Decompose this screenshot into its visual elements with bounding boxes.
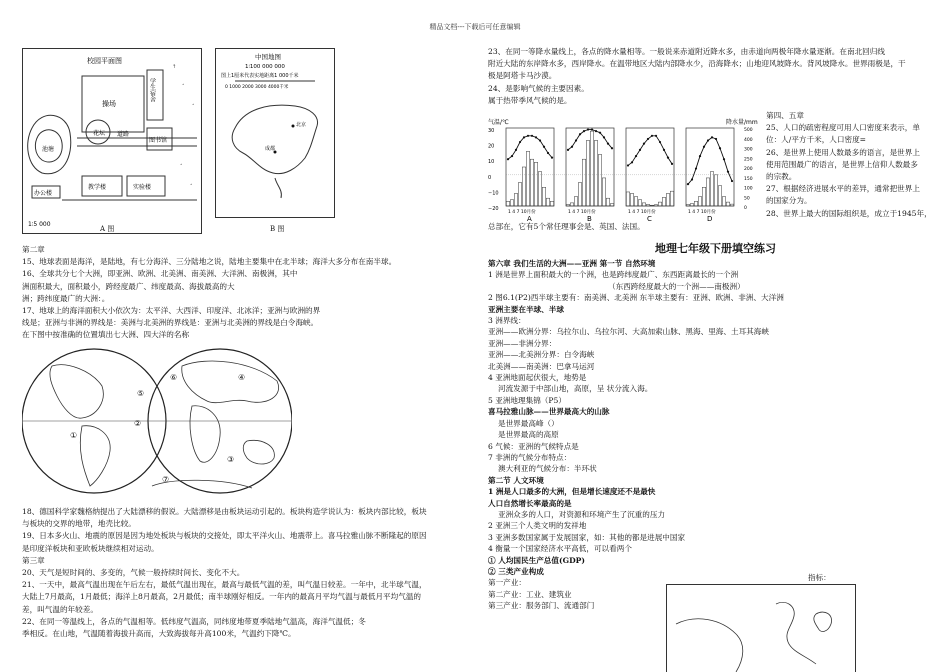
chart-label: A [527,215,532,223]
precip-bar [518,183,521,206]
world-map-number: ③ [227,455,235,464]
precip-bar [654,205,657,206]
chapter-3: 第三章 [22,555,45,565]
precip-tick: 150 [744,176,753,182]
q16-line3: 洲；跨纬度最广的大洲：。 [22,293,110,303]
temp-tick: −10 [488,190,499,197]
q21-line2: 大陆上7月最高，1月最低；海洋上8月最高，2月最低；南半球刚好相反。一年内的最高月平均气温与最低月平均气温的 [22,592,422,602]
s11: 4 亚洲地面起伏很大，地势是 [488,373,587,383]
s26: 4 衡量一个国家经济水平高低，可以看两个 [488,544,632,554]
svg-text:˄: ˄ [192,104,195,110]
svg-text:0 1000 2000 3000 4000千米: 0 1000 2000 3000 4000千米 [225,85,289,90]
temp-point [663,149,665,151]
temp-point [647,138,649,140]
china-map-caption: B 图 [270,225,285,233]
precip-bar [538,172,541,206]
precip-tick: 200 [744,167,753,172]
precip-bar [594,140,597,206]
temp-point [715,138,717,140]
precip-bar [530,159,533,206]
precip-bar [706,178,709,206]
chart-label: B [587,215,592,223]
temp-point [515,149,517,151]
precip-bar [602,178,605,206]
temp-line [568,130,612,150]
q26-line1: 26、是世界上使用人数最多的语言，是世界上 [766,147,920,157]
precip-bar [550,201,553,206]
precip-bar [670,191,673,206]
q18-line2: 与板块的交界的地带，地壳比较。 [22,519,136,529]
temp-line [628,136,672,166]
precip-bar [510,200,513,206]
precip-tick: 400 [744,137,753,143]
temp-point [723,158,725,160]
s29: 第一产业： [488,578,526,588]
chart-label: D [707,215,713,223]
chapter-2: 第二章 [22,245,45,254]
temp-point [711,136,713,138]
temp-tick: 20 [488,143,495,150]
precip-bar [542,187,545,206]
precip-bar [570,203,573,206]
precip-tick: 300 [744,147,753,153]
temp-point [599,132,601,134]
temp-point [719,147,721,149]
svg-text:中国地图: 中国地图 [255,53,281,61]
svg-text:↑: ↑ [172,64,177,70]
precip-tick: 100 [744,186,753,192]
q16-line1: 16、全球共分七个大洲，即亚洲、欧洲、北美洲、南美洲、大洋洲、南极洲，其中 [22,269,298,279]
campus-label: 图书馆 [149,137,168,144]
s15: 是世界最高峰（） [498,418,559,428]
month-label: 1 4 7 10月份 [508,210,536,215]
s7: 亚洲——欧洲分界：乌拉尔山、乌拉尔河、大高加索山脉、黑海、里海、土耳其海峡 [488,327,769,337]
precip-bar [626,192,629,206]
precip-bar [710,172,713,206]
temp-point [591,128,593,130]
temp-point [691,178,693,180]
indicator-label: 指标： [808,573,831,582]
temp-point [699,155,701,157]
temp-point [583,130,585,132]
asia-map-fragment [666,584,856,672]
q26-line2: 使用范围最广的语言，是世界上信仰人数最多 [766,159,918,169]
precip-bar [718,186,721,206]
temp-line [688,137,732,184]
precip-tick: 0 [744,206,747,211]
world-map-number: ⑥ [170,373,178,382]
campus-label: 道路 [117,131,130,138]
precip-tick: 500 [744,128,753,133]
right-column-mid [488,221,943,233]
precip-bar [662,197,665,206]
campus-map-caption: A 图 [100,225,115,233]
q27-line2: 的国家分为。 [766,196,812,206]
ylabel-left: 气温/℃ [488,119,509,126]
precip-bar [598,155,601,206]
precip-bar [578,183,581,206]
campus-label: 池塘 [42,146,55,153]
s16: 是世界最高的高原 [498,430,559,440]
q23-line3: 极是阿塔卡马沙漠。 [488,71,557,81]
world-map-number: ④ [238,373,246,382]
temp-point [571,146,573,148]
s22: 人口自然增长率最高的是 [488,498,572,508]
precip-bar [714,175,717,206]
q28: 28、世界上最大的国际组织是，成立于1945年， [766,208,932,218]
s2: 1 洲是世界上面积最大的一个洲，也是跨纬度最广、东西距离最长的一个洲 [488,270,739,280]
s14: 喜马拉雅山脉——世界最高大的山脉 [488,407,610,417]
temp-tick: −20 [488,206,499,212]
campus-label: 办公楼 [34,190,53,197]
q20: 20、天气是短时间的、多变的，气候一般持续时间长、变化不大。 [22,568,245,578]
campus-label: 教学楼 [88,184,107,191]
q25-line1: 25、人口的疏密程度可用人口密度来表示，单 [766,123,920,133]
campus-label: 学生宿舍 [148,78,156,102]
precip-bar [506,201,509,206]
precip-bar [666,194,669,206]
s31: 第三产业：服务部门、流通部门 [488,601,595,611]
month-label: 1 4 7 10月份 [688,210,716,215]
temp-point [587,128,589,130]
temp-point [543,146,545,148]
svg-text:成都: 成都 [265,146,276,152]
svg-text:1∶100 000 000: 1∶100 000 000 [245,64,285,70]
q15: 15、地球表面是海洋，是陆地，有七分海洋、三分陆地之说，陆地主要集中在北半球；海洋大多分布在南半球。 [22,257,397,267]
q17-line1: 17、地球上的海洋面积大小依次为：太平洋、大西洋、印度洋、北冰洋；亚洲与欧洲的界 [22,306,321,316]
temp-point [507,158,509,160]
s23: 亚洲众多的人口，对资源和环境产生了沉重的压力 [498,509,666,519]
campus-map [22,48,202,234]
temp-point [531,135,533,137]
temp-point [639,149,641,151]
q22-line2: 季相反。在山地，气温随着海拔升高而，大致海拔每升高100米，气温约下降℃。 [22,629,296,639]
campus-label: 操场 [102,100,116,108]
svg-text:北京: 北京 [296,122,307,128]
precip-tick: 250 [744,157,753,163]
s21: 1 洲是人口最多的大洲，但是增长速度还不是最快 [488,487,656,497]
precip-bar [522,167,525,206]
precip-bar [610,204,613,206]
temp-point [547,152,549,154]
s1: 第六章 我们生活的大洲——亚洲 第一节 自然环境 [488,259,656,268]
chapter-4-5: 第四、五章 [766,111,804,120]
temp-point [595,130,597,132]
precip-bar [630,194,633,206]
temp-point [611,147,613,149]
section-title: 地理七年级下册填空练习 [655,242,776,255]
temp-point [603,136,605,138]
q19-line2: 是印度洋板块和亚欧板块继续相对运动。 [22,543,159,553]
world-map-number: ⑦ [162,475,170,484]
campus-label: 花坛 [93,130,106,137]
precip-bar [650,205,653,206]
right-column-top [488,46,943,107]
precip-bar [726,202,729,206]
temp-line [508,136,552,159]
q23-line2: 附近大陆的东岸降水多，西岸降水。在温带地区大陆内部降水少，沿海降水；山地迎风坡降水。背风坡降水。世界雨极是，干 [488,59,906,69]
precip-bar [634,197,637,206]
s18: 7 非洲的气候分布特点： [488,452,572,462]
precip-bar [534,162,537,206]
s9: 亚洲——北美洲分界：白令海峡 [488,350,595,360]
q18-line1: 18、德国科学家魏格纳提出了大陆漂移的假说。大陆漂移是由板块运动引起的。板块构造学说认为：板块内部比较，板块 [22,507,427,516]
precip-bar [686,204,689,206]
precip-bar [586,140,589,206]
q21-line3: 差，叫气温的年较差。 [22,604,98,614]
s17: 6 气候：亚洲的气候特点是 [488,441,579,451]
temp-point [575,139,577,141]
temp-point [527,135,529,137]
chart-frame [566,128,614,206]
q23-line1: 23、在同一等降水量线上，各点的降水量相等。一般说来赤道附近降水多，由赤道向两极年降水量逐渐。在南北回归线 [488,47,885,56]
s4: 2 图6.1(P2)西半球主要有：南美洲、北美洲 东半球主要有：亚洲、欧洲、非洲、大洋洲 [488,293,784,303]
precip-bar [690,204,693,206]
precip-bar [702,187,705,206]
precip-bar [658,202,661,206]
temp-tick: 30 [488,128,495,134]
left-column-lower [22,506,482,640]
temp-point [655,135,657,137]
temp-point [579,133,581,135]
s25: 3 亚洲多数国家属于发展国家，如：其他的都是进展中国家 [488,532,686,542]
ylabel-right: 降水量/mm [726,119,758,126]
temp-point [523,136,525,138]
right-column-bottom [488,258,943,612]
month-label: 1 4 7 10月份 [568,210,596,215]
s13: 5 亚洲地理集锦（P5） [488,395,566,405]
chart-frame [626,128,674,206]
temp-tick: 10 [488,159,495,166]
s6: 3 洲界线： [488,316,526,326]
precip-bar [526,151,529,206]
precip-tick: 50 [744,196,750,202]
q24-line1: 24、是影响气候的主要因素。 [488,83,589,93]
q16-line2: 洲面积最大，面积最小，跨经度最广、纬度最高、海拔最高的大 [22,281,235,291]
s19: 澳大利亚的气候分布：半环状 [498,464,597,474]
q24-line2: 属于热带季风气候的是。 [488,95,572,105]
svg-text:1∶5 000: 1∶5 000 [28,221,51,228]
precip-bar [722,197,725,206]
left-column [22,244,482,342]
precip-bar [694,201,697,206]
page-header: 精品文档---下载后可任意编辑 [429,23,521,31]
q17-line3: 在下图中按准确的位置填出七大洲、四大洋的名称 [22,330,190,340]
q28-line2: 总部在，它有5个常任理事会是、英国、法国。 [488,222,645,231]
temp-point [567,149,569,151]
q27-line1: 27、根据经济进展水平的差异，通常把世界上 [766,184,920,194]
campus-label: 实验楼 [133,184,152,191]
temp-tick: 0 [488,174,492,181]
precip-bar [582,159,585,206]
svg-text:图上1厘米代表实地距离1 000千米: 图上1厘米代表实地距离1 000千米 [221,73,299,79]
temp-point [631,161,633,163]
svg-text:˄: ˄ [182,84,185,90]
chart-frame [506,128,554,206]
precip-bar [638,200,641,206]
precip-bar [698,197,701,206]
s20: 第二节 人文环境 [488,475,544,485]
campus-map-title: 校园平面图 [87,57,122,65]
precip-bar [574,197,577,206]
temp-point [607,143,609,145]
q26-line3: 的宗教。 [766,172,797,182]
q19-line1: 19、日本多火山、地震的原因是因为地处板块与板块的交接处，即太平洋火山、地震带上。喜马拉雅山脉不断隆起的原因 [22,531,427,541]
world-map-number: ① [70,431,78,440]
climate-charts [486,116,764,224]
temp-point [535,136,537,138]
s10: 北美洲——南美洲：巴拿马运河 [488,361,595,371]
temp-point [671,163,673,165]
temp-point [695,167,697,169]
s3: （东西跨经度最大的一个洲——南极洲） [608,281,745,291]
s28: ② 三类产业构成 [488,566,544,576]
temp-point [651,135,653,137]
precip-bar [514,194,517,206]
svg-text:˄: ˄ [190,184,193,190]
temp-point [539,139,541,141]
temp-point [627,164,629,166]
temp-point [703,146,705,148]
s5: 亚洲主要在半球、半球 [488,304,564,314]
temp-point [687,183,689,185]
chart-label: C [647,215,652,223]
temp-point [643,143,645,145]
svg-text:˄: ˄ [180,164,183,170]
temp-point [519,141,521,143]
q25-line2: 位：人/平方千米，人口密度= [766,135,867,145]
temp-point [667,157,669,159]
china-map [215,48,335,218]
s27: ① 人均国民生产总值(GDP) [488,555,585,565]
world-hemispheres-map [22,346,292,496]
q17-line2: 线是；亚洲与非洲的界线是：美洲与北美洲的界线是：亚洲与北美洲的界线是白令海峡。 [22,318,319,328]
s30: 第二产业：工业、建筑业 [488,589,572,599]
temp-point [551,157,553,159]
world-map-number: ⑤ [137,389,145,398]
precip-bar [546,198,549,206]
right-column-side [766,110,946,220]
s8: 亚洲——非洲分界： [488,338,557,348]
month-label: 1 4 7 10月份 [628,210,656,215]
precip-bar [606,198,609,206]
precip-bar [642,203,645,206]
temp-point [659,141,661,143]
temp-point [635,155,637,157]
precip-bar [590,131,593,206]
temp-point [511,155,513,157]
temp-point [707,139,709,141]
precip-bar [646,204,649,206]
q22-line1: 22、在同一等温线上，各点的气温相等。低纬度气温高，同纬度地带夏季陆地气温高，海洋气温低；冬 [22,616,366,626]
s24: 2 亚洲三个人类文明的发祥地 [488,521,587,531]
temp-point [731,180,733,182]
temp-point [727,171,729,173]
world-map-number: ② [134,419,142,428]
q21-line1: 21、一天中，最高气温出现在午后左右，最低气温出现在，最高与最低气温的差，叫气温日较差。一年中，北半球气温， [22,580,427,590]
s12: 河流发源于中部山地，高原，呈 状分流入海。 [498,384,653,394]
precip-bar [566,204,569,206]
